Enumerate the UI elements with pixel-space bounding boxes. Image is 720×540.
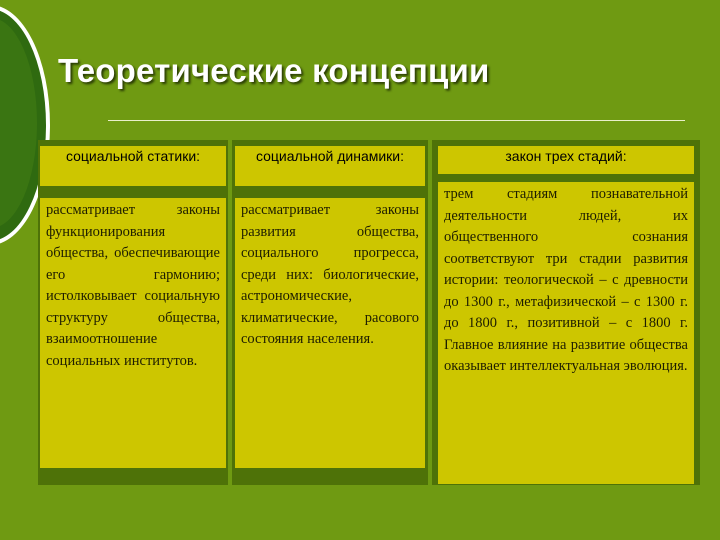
title-divider <box>108 120 685 121</box>
column-header: социальной статики: <box>40 146 226 186</box>
column-social-statics <box>40 146 226 468</box>
column-header: закон трех стадий: <box>438 146 694 174</box>
column-body: рассматривает законы функционирования общества, обеспечивающие его гармонию; истолковывает социальную структуру общества, взаимоотношение социальных институтов. <box>40 198 226 468</box>
column-body: рассматривает законы развития общества, социального прогресса, среди них: биологические, астрономические, климатические, расового состояния населения. <box>235 198 425 468</box>
column-social-dynamics <box>235 146 425 468</box>
column-header: социальной динамики: <box>235 146 425 186</box>
slide-title: Теоретические концепции <box>58 52 490 89</box>
column-body: трем стадиям познавательной деятельности людей, их общественного сознания соответствуют три стадии развития истории: теологической – с древности до 1300 г., метафизической – с 1300 г. до 1800 г., позитивной – с 1800 г. Главное влияние на развитие общества оказывает интеллектуальная эволюция. <box>438 182 694 484</box>
column-three-stages-law <box>438 146 694 484</box>
